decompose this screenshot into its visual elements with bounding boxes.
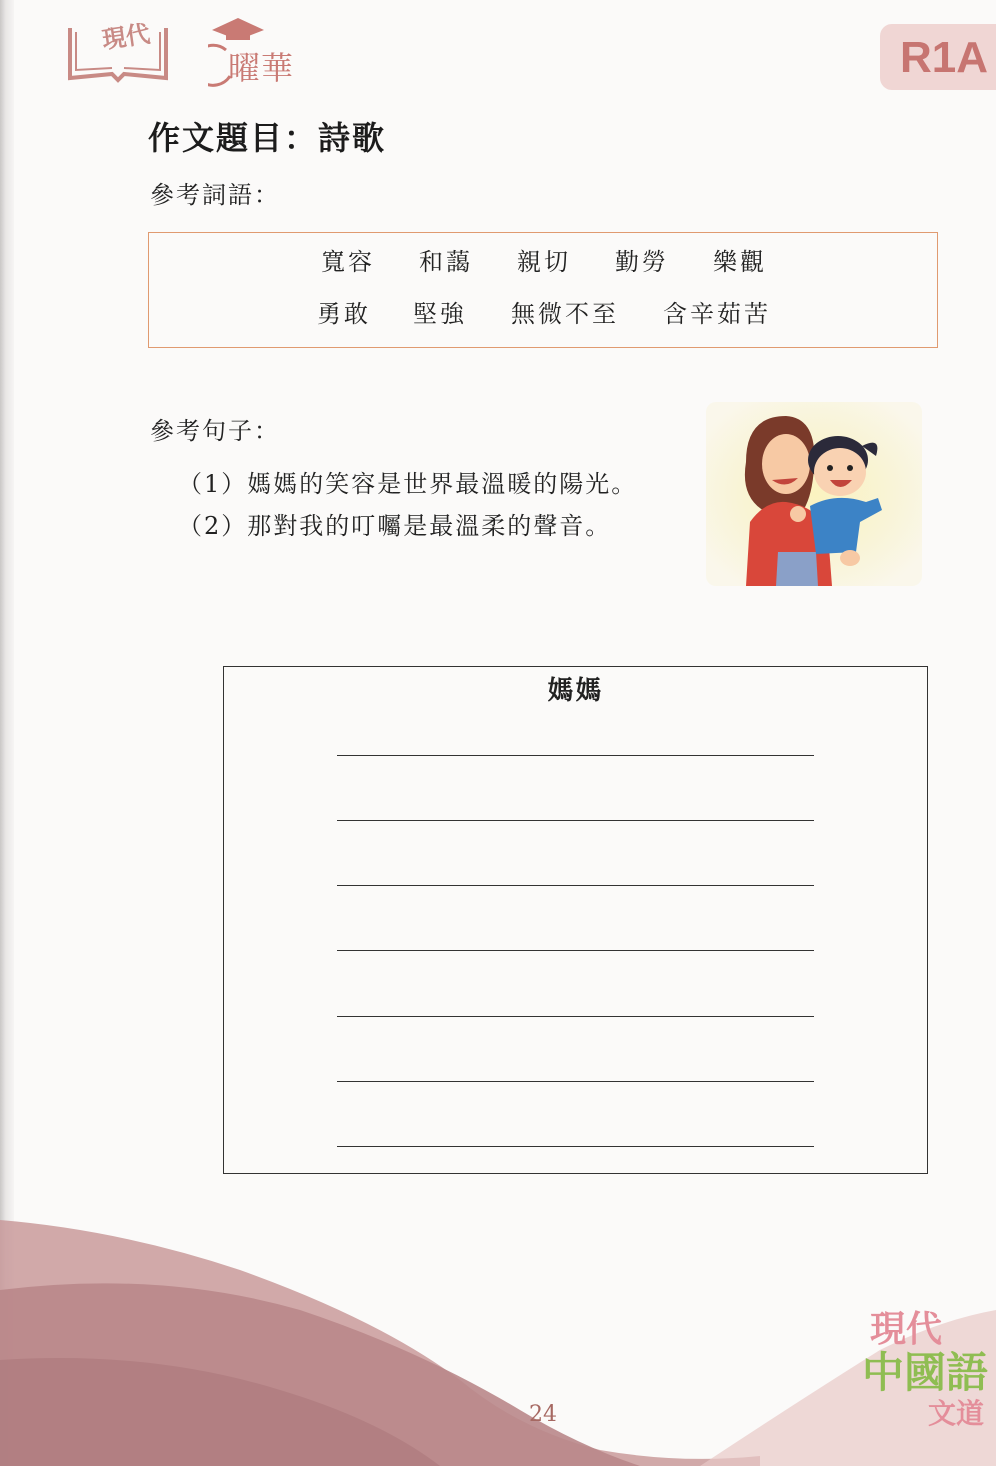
reference-sentences-label: 參考句子： <box>150 417 280 445</box>
decorative-wave <box>0 1200 996 1466</box>
brand-logo <box>208 16 308 92</box>
sentence-item: （1）媽媽的笑容是世界最溫暖的陽光。 <box>178 470 638 498</box>
word-item: 寬容 <box>321 248 375 276</box>
word-item: 樂觀 <box>713 248 767 276</box>
writing-line[interactable] <box>337 1146 814 1147</box>
mother-hugging-child-illustration <box>706 402 922 586</box>
poem-title: 媽媽 <box>547 676 604 706</box>
series-logo <box>858 1310 996 1440</box>
reference-words-label: 參考詞語： <box>150 181 280 209</box>
writing-line[interactable] <box>337 1081 814 1082</box>
word-item: 無微不至 <box>511 300 619 328</box>
reference-words-box <box>148 232 938 348</box>
writing-line[interactable] <box>337 950 814 951</box>
word-row-2 <box>149 297 937 333</box>
word-item: 親切 <box>517 248 571 276</box>
page-number: 24 <box>529 1402 557 1427</box>
level-label: R1A <box>900 33 989 82</box>
writing-box <box>223 666 928 1174</box>
writing-line[interactable] <box>337 885 814 886</box>
sentence-item: （2）那對我的叮囑是最溫柔的聲音。 <box>178 512 612 540</box>
word-row-1 <box>149 245 937 281</box>
level-tab <box>880 24 996 90</box>
word-item: 和藹 <box>419 248 473 276</box>
word-item: 含辛茹苦 <box>663 300 771 328</box>
writing-line[interactable] <box>337 755 814 756</box>
book-logo-text: 現代 <box>100 19 152 55</box>
word-item: 勤勞 <box>615 248 669 276</box>
writing-line[interactable] <box>337 1016 814 1017</box>
brand-logo-text: 曜華 <box>228 49 295 87</box>
series-logo-line1: 現代 <box>870 1309 943 1350</box>
book-logo <box>66 19 170 86</box>
series-logo-line2: 中國語 <box>862 1348 989 1397</box>
writing-line[interactable] <box>337 820 814 821</box>
word-item: 勇敢 <box>317 300 371 328</box>
series-logo-line3: 文道 <box>928 1397 985 1430</box>
page-title: 作文題目：詩歌 <box>148 119 387 157</box>
word-item: 堅強 <box>413 300 467 328</box>
